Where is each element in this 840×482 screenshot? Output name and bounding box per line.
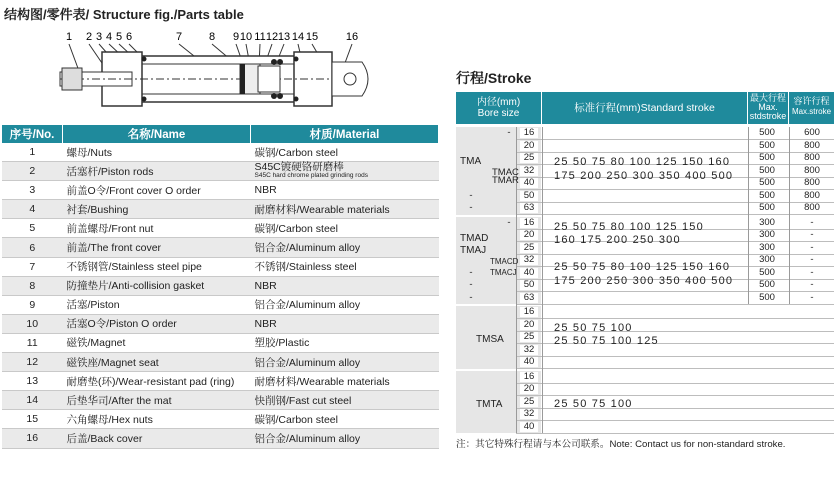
row-divider <box>516 139 834 140</box>
allow-stroke-value: - <box>810 216 814 228</box>
max-stroke-value: 300 <box>759 216 775 228</box>
part-name: 活塞杆/Piston rods <box>63 162 251 181</box>
part-no: 1 <box>2 143 63 162</box>
bore-size: 32 <box>520 409 538 419</box>
model-label: TMACJ <box>490 267 517 277</box>
max-stroke-value: 500 <box>759 202 775 213</box>
header-bore: 内径(mm) Bore size <box>456 92 541 124</box>
table-row <box>2 429 439 448</box>
max-stroke-value: 500 <box>759 152 775 163</box>
model-label: TMSA <box>476 334 504 345</box>
part-material: 铝合金/Aluminum alloy <box>251 295 439 314</box>
part-no: 3 <box>2 181 63 200</box>
row-divider <box>516 383 834 384</box>
table-row <box>2 219 439 238</box>
parts-table <box>2 125 439 449</box>
dash: - <box>469 291 473 303</box>
part-no: 8 <box>2 276 63 295</box>
diagram-number: 9 <box>232 31 240 43</box>
part-no: 5 <box>2 219 63 238</box>
bore-size: 32 <box>520 166 538 176</box>
part-material: 碳钢/Carbon steel <box>251 219 439 238</box>
part-name: 六角螺母/Hex nuts <box>63 410 251 429</box>
allow-stroke-value: 800 <box>804 202 820 213</box>
part-material: NBR <box>251 276 439 295</box>
table-row <box>2 276 439 295</box>
max-stroke-value: 500 <box>759 189 775 201</box>
dash: - <box>469 189 473 201</box>
part-material: 不锈钢/Stainless steel <box>251 257 439 276</box>
part-name: 后垫华司/After the mat <box>63 391 251 410</box>
part-name: 磁铁/Magnet <box>63 333 251 352</box>
part-name: 防撞垫片/Anti-collision gasket <box>63 276 251 295</box>
stroke-divider <box>542 127 543 433</box>
stroke-list: 175 200 250 300 350 400 500 <box>554 274 734 287</box>
stroke-list: 25 50 75 80 100 125 150 160 <box>554 261 731 273</box>
footnote: 注：其它特殊行程请与本公司联系。Note: Contact us for non-standard stroke. <box>456 439 786 450</box>
row-divider <box>516 356 834 357</box>
table-row <box>2 391 439 410</box>
bore-size: 16 <box>520 218 538 228</box>
model-label: TMAJ <box>460 244 487 256</box>
diagram-number: 3 <box>95 31 103 43</box>
bore-size: 63 <box>520 293 538 303</box>
max-stroke-value: 300 <box>759 254 775 265</box>
stroke-list: 25 50 75 80 100 125 150 160 <box>554 156 731 168</box>
part-name: 磁铁座/Magnet seat <box>63 353 251 372</box>
allow-stroke-value: 800 <box>804 177 820 188</box>
part-no: 6 <box>2 238 63 257</box>
stroke-list: 175 200 250 300 350 400 500 <box>554 169 734 182</box>
max-stroke-value: 500 <box>759 164 775 176</box>
bore-size: 40 <box>520 178 538 188</box>
stroke-list: 25 50 75 100 125 <box>554 335 659 347</box>
row-divider <box>516 254 834 255</box>
diagram-number: 15 <box>305 31 319 43</box>
row-divider <box>516 304 834 305</box>
bore-size: 50 <box>520 191 538 201</box>
bore-size: 63 <box>520 203 538 213</box>
max-stroke-value: 500 <box>759 127 775 138</box>
dash: - <box>469 266 473 278</box>
table-row <box>2 200 439 219</box>
table-row <box>2 314 439 333</box>
stroke-list: 25 50 75 80 100 125 150 <box>554 220 704 233</box>
diagram-numbers <box>66 31 358 43</box>
bore-size: 16 <box>520 128 538 138</box>
row-divider <box>516 420 834 421</box>
diagram-number: 16 <box>345 31 359 43</box>
part-material: 铝合金/Aluminum alloy <box>251 238 439 257</box>
stroke-list: 25 50 75 100 <box>554 321 633 334</box>
table-row <box>2 333 439 352</box>
max-stroke-value: 300 <box>759 241 775 253</box>
material-en: S45C hard chrome plated grinding rods <box>254 172 368 180</box>
bore-size: 20 <box>520 320 538 330</box>
bore-size: 50 <box>520 280 538 290</box>
row-divider <box>516 433 834 434</box>
allow-stroke-value: 800 <box>804 164 820 176</box>
row-divider <box>516 152 834 153</box>
max-stroke-value: 500 <box>759 279 775 290</box>
max-stroke-value: 500 <box>759 139 775 151</box>
bore-size: 32 <box>520 345 538 355</box>
part-no: 7 <box>2 257 63 276</box>
allow-stroke-value: - <box>810 241 814 253</box>
part-name: 前盖O令/Front cover O order <box>63 181 251 200</box>
structure-diagram <box>44 26 374 122</box>
bore-size: 16 <box>520 307 538 317</box>
allow-stroke-value: 600 <box>804 127 820 138</box>
table-row <box>2 410 439 429</box>
allow-divider <box>789 127 790 304</box>
diagram-number: 12 <box>265 31 279 43</box>
stroke-title: 行程/Stroke <box>456 70 532 86</box>
allow-stroke-value: - <box>810 229 814 240</box>
part-no: 9 <box>2 295 63 314</box>
max-stroke-value: 500 <box>759 266 775 278</box>
part-material: 碳钢/Carbon steel <box>251 143 439 162</box>
diagram-number: 6 <box>125 31 133 43</box>
part-no: 12 <box>2 353 63 372</box>
header-material: 材质/Material <box>251 125 439 143</box>
left-title: 结构图/零件表/ Structure fig./Parts table <box>4 7 244 22</box>
part-name: 后盖/Back cover <box>63 429 251 448</box>
max-divider <box>748 127 749 304</box>
part-name: 活塞O令/Piston O order <box>63 314 251 333</box>
diagram-number: 10 <box>239 31 253 43</box>
model-label: TMAD <box>460 233 489 244</box>
part-material: NBR <box>251 181 439 200</box>
part-material <box>251 162 439 181</box>
diagram-number: 2 <box>85 31 93 43</box>
bore-size: 25 <box>520 153 538 163</box>
dash: - <box>507 216 511 228</box>
row-divider <box>516 368 834 369</box>
table-row <box>2 372 439 391</box>
diagram-number: 1 <box>65 31 73 43</box>
table-row <box>2 353 439 372</box>
diagram-number: 4 <box>105 31 113 43</box>
diagram-number: 11 <box>254 31 266 43</box>
diagram-number: 5 <box>115 31 123 43</box>
header-name: 名称/Name <box>63 125 251 143</box>
bore-size: 20 <box>520 230 538 240</box>
part-name: 活塞/Piston <box>63 295 251 314</box>
row-divider <box>516 291 834 292</box>
row-divider <box>516 202 834 203</box>
part-no: 2 <box>2 162 63 181</box>
material-cn: S45C镀硬铬研磨棒 <box>254 161 344 174</box>
bore-size: 40 <box>520 357 538 367</box>
table-row <box>2 295 439 314</box>
row-divider <box>516 214 834 215</box>
max-stroke-value: 500 <box>759 291 775 303</box>
model-label: TMTA <box>476 398 503 410</box>
part-material: 耐磨材料/Wearable materials <box>251 200 439 219</box>
header-allow-stroke: 容许行程 Max.stroke <box>789 92 834 124</box>
part-no: 11 <box>2 333 63 352</box>
part-no: 13 <box>2 372 63 391</box>
stroke-list: 25 50 75 100 <box>554 397 633 410</box>
max-stroke-value: 300 <box>759 229 775 240</box>
part-no: 14 <box>2 391 63 410</box>
row-divider <box>516 189 834 190</box>
part-name: 不锈钢管/Stainless steel pipe <box>63 257 251 276</box>
bore-size: 40 <box>520 422 538 432</box>
row-divider <box>516 395 834 396</box>
part-name: 螺母/Nuts <box>63 143 251 162</box>
allow-stroke-value: 800 <box>804 189 820 201</box>
part-no: 16 <box>2 429 63 448</box>
dash: - <box>507 127 511 138</box>
bore-size: 20 <box>520 141 538 151</box>
allow-stroke-value: - <box>810 254 814 265</box>
model-label: TMACD <box>490 257 519 266</box>
diagram-number: 13 <box>277 31 291 43</box>
model-label: TMAR <box>492 175 519 186</box>
table-row <box>2 238 439 257</box>
bore-size: 25 <box>520 332 538 342</box>
bore-size: 40 <box>520 268 538 278</box>
header-max-stroke: 最大行程 Max. stdstroke <box>748 92 788 124</box>
part-material: 碳钢/Carbon steel <box>251 410 439 429</box>
allow-stroke-value: 800 <box>804 139 820 151</box>
part-name: 前盖螺母/Front nut <box>63 219 251 238</box>
row-divider <box>516 318 834 319</box>
bore-size: 20 <box>520 384 538 394</box>
stroke-list: 160 175 200 250 300 <box>554 234 681 246</box>
dash: - <box>469 202 473 213</box>
diagram-number: 14 <box>291 31 305 43</box>
max-stroke-value: 500 <box>759 177 775 188</box>
bore-size: 16 <box>520 372 538 382</box>
allow-stroke-value: 800 <box>804 152 820 163</box>
bore-size: 32 <box>520 255 538 265</box>
part-material: 快削钢/Fast cut steel <box>251 391 439 410</box>
bore-size: 25 <box>520 397 538 407</box>
model-label: TMA <box>460 156 482 167</box>
allow-stroke-value: - <box>810 279 814 290</box>
allow-stroke-value: - <box>810 291 814 303</box>
table-row <box>2 143 439 162</box>
dash: - <box>469 279 473 290</box>
part-no: 10 <box>2 314 63 333</box>
allow-stroke-value: - <box>810 266 814 278</box>
part-material: NBR <box>251 314 439 333</box>
stroke-table <box>456 92 834 432</box>
diagram-number: 8 <box>208 31 216 43</box>
table-row <box>2 162 439 181</box>
part-name: 耐磨垫(环)/Wear-resistant pad (ring) <box>63 372 251 391</box>
part-no: 4 <box>2 200 63 219</box>
model-label: TMAC <box>492 166 519 178</box>
bore-size: 25 <box>520 243 538 253</box>
part-name: 衬套/Bushing <box>63 200 251 219</box>
part-name: 前盖/The front cover <box>63 238 251 257</box>
part-material: 铝合金/Aluminum alloy <box>251 429 439 448</box>
table-row <box>2 181 439 200</box>
header-no: 序号/No. <box>2 125 63 143</box>
part-no: 15 <box>2 410 63 429</box>
part-material: 铝合金/Aluminum alloy <box>251 353 439 372</box>
part-material: 塑胶/Plastic <box>251 333 439 352</box>
part-material: 耐磨材料/Wearable materials <box>251 372 439 391</box>
diagram-number: 7 <box>175 31 183 43</box>
header-standard-stroke: 标准行程(mm)Standard stroke <box>542 92 747 124</box>
table-row <box>2 257 439 276</box>
